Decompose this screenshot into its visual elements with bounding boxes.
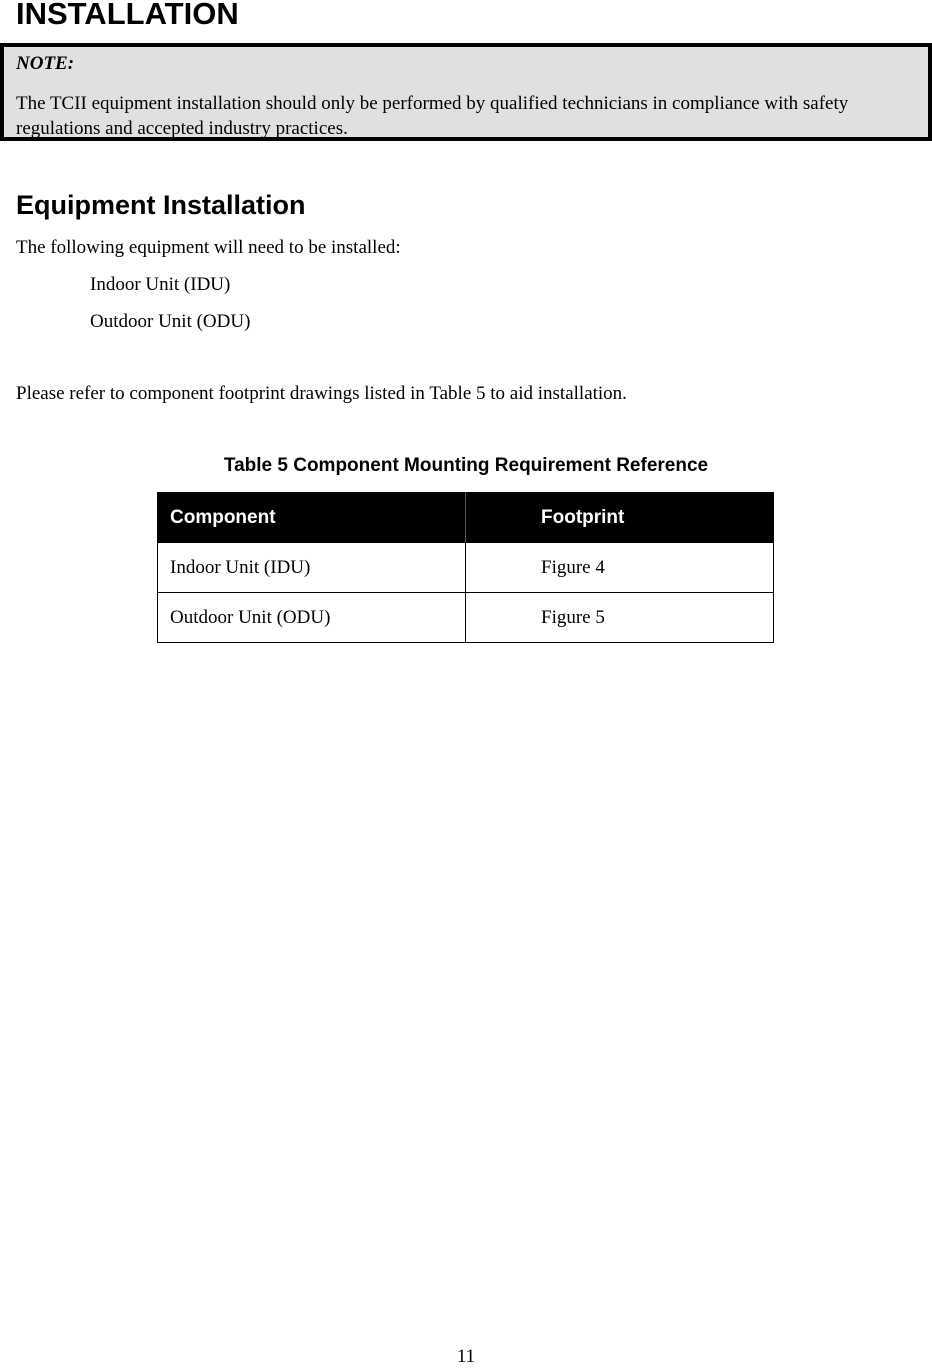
page-number: 11	[456, 1346, 476, 1367]
table-row	[158, 593, 774, 643]
page-title: INSTALLATION	[16, 0, 239, 31]
note-text: The TCII equipment installation should only be performed by qualified technicians in compliance with safety regulations and accepted industry practices.	[16, 93, 849, 139]
note-box	[0, 43, 932, 141]
intro-paragraph: The following equipment will need to be installed:	[16, 237, 401, 258]
table-cell-footprint: Figure 5	[466, 593, 774, 643]
reference-paragraph: Please refer to component footprint drawings listed in Table 5 to aid installation.	[16, 383, 627, 404]
column-header-component: Component	[158, 493, 466, 543]
list-item: Outdoor Unit (ODU)	[90, 311, 251, 332]
table-header-row	[158, 493, 774, 543]
table-cell-footprint: Figure 4	[466, 543, 774, 593]
table-caption: Table 5 Component Mounting Requirement Reference	[223, 455, 709, 476]
component-table	[157, 492, 774, 643]
table-cell-component: Indoor Unit (IDU)	[158, 543, 466, 593]
table-cell-component: Outdoor Unit (ODU)	[158, 593, 466, 643]
table-row	[158, 543, 774, 593]
column-header-footprint: Footprint	[466, 493, 774, 543]
section-heading: Equipment Installation	[16, 190, 306, 220]
note-label: NOTE:	[16, 53, 75, 74]
list-item: Indoor Unit (IDU)	[90, 274, 231, 295]
